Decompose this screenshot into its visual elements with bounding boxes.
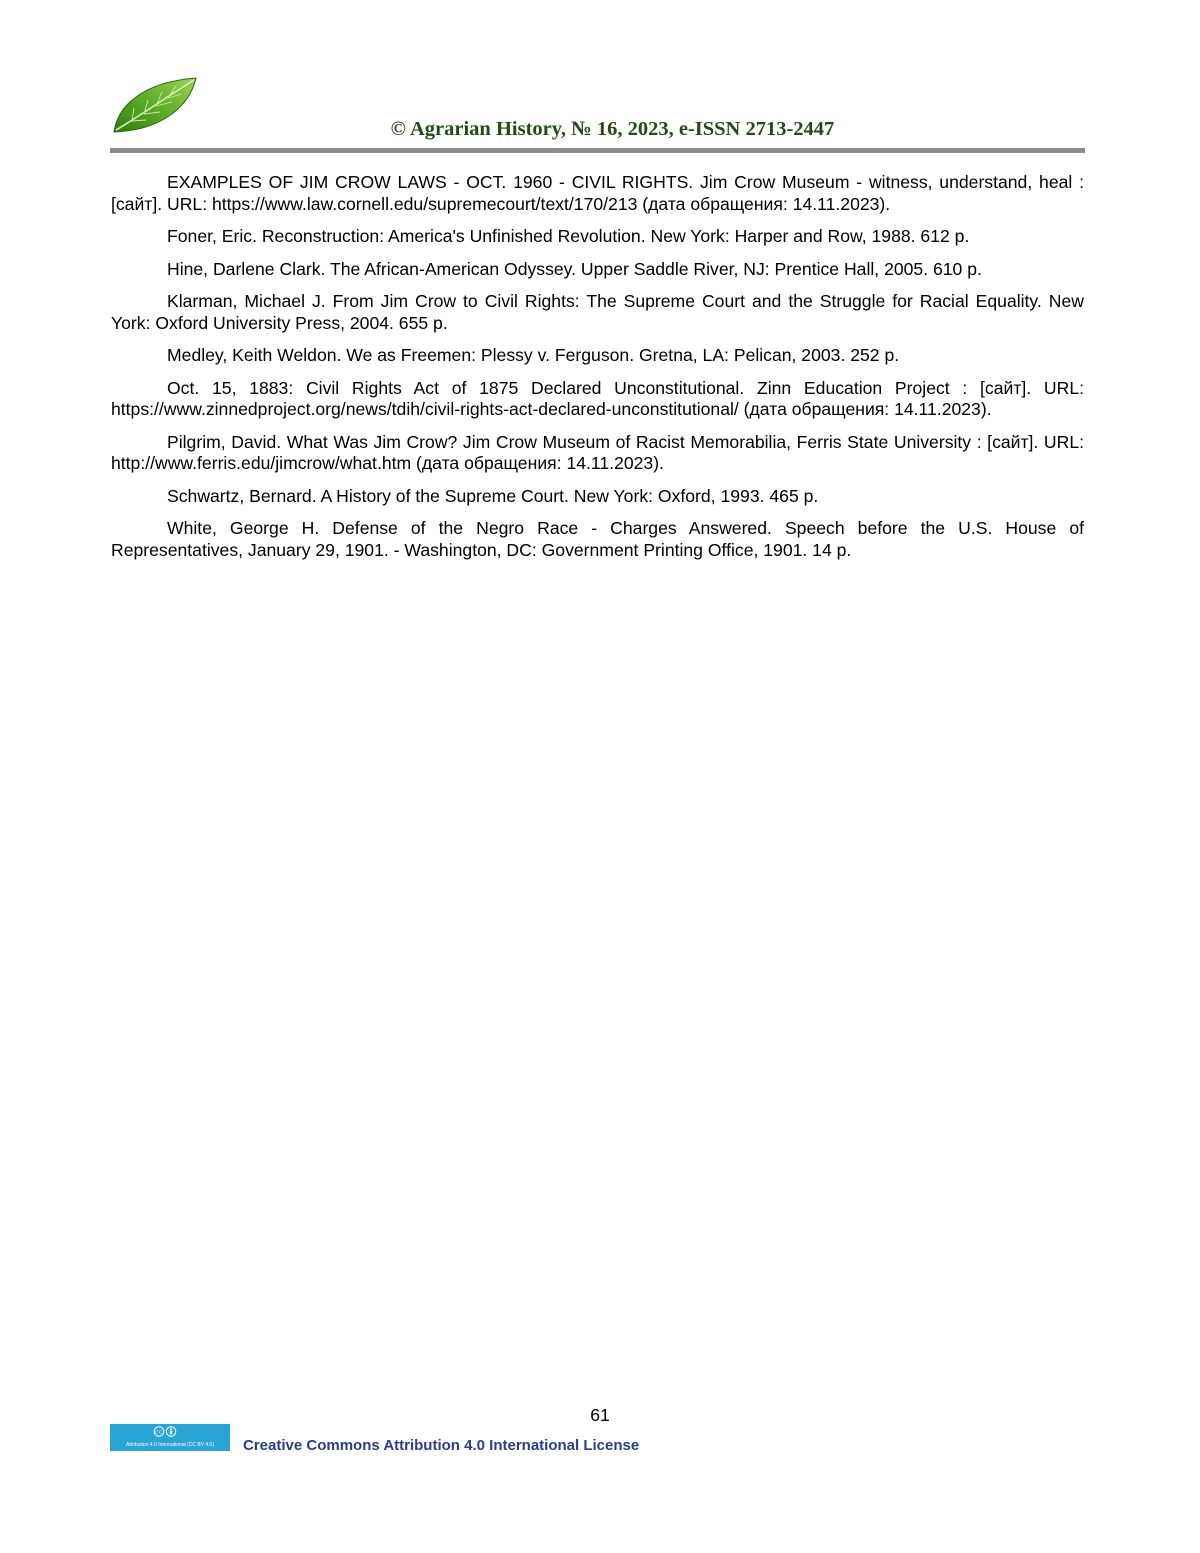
reference-entry: Klarman, Michael J. From Jim Crow to Civil Rights: The Supreme Court and the Struggle for Racial Equality. New York: Oxford University Press, 2004. 655 p. — [111, 291, 1084, 333]
page-header — [110, 70, 1085, 154]
reference-list — [111, 172, 1084, 572]
svg-text:cc: cc — [155, 1429, 163, 1436]
reference-entry: Schwartz, Bernard. A History of the Supreme Court. New York: Oxford, 1993. 465 p. — [167, 485, 819, 506]
header-divider — [110, 148, 1085, 153]
journal-header-title: © Agrarian History, № 16, 2023, e-ISSN 2713-2447 — [390, 118, 835, 140]
cc-license-badge[interactable] — [110, 1424, 230, 1451]
reference-entry: White, George H. Defense of the Negro Race - Charges Answered. Speech before the U.S. House of Representatives, January 29, 1901. - Washington, DC: Government Printing Office, 1901. 14 p. — [111, 518, 1084, 560]
license-link[interactable]: Creative Commons Attribution 4.0 International License — [243, 1437, 640, 1454]
reference-entry: Pilgrim, David. What Was Jim Crow? Jim Crow Museum of Racist Memorabilia, Ferris State University : [сайт]. URL: http://www.ferris.edu/jimcrow/what.htm (дата обращения: 14.11.2023). — [111, 431, 1084, 473]
cc-by-icon — [110, 1426, 230, 1439]
reference-entry: EXAMPLES OF JIM CROW LAWS - OCT. 1960 - CIVIL RIGHTS. Jim Crow Museum - witness, understand, heal : [сайт]. URL: https://www.law.cornell.edu/supremecourt/text/170/213 (дата обращения: 14.11.2023). — [111, 172, 1084, 214]
reference-entry: Oct. 15, 1883: Civil Rights Act of 1875 Declared Unconstitutional. Zinn Education Project : [сайт]. URL: https://www.zinnedproject.org/news/tdih/civil-rights-act-declared-unconstitutional/ (дата обращения: 14.11.2023). — [111, 377, 1084, 419]
cc-badge-label: Attribution 4.0 International (CC BY 4.0) — [125, 1442, 214, 1448]
reference-entry: Foner, Eric. Reconstruction: America's Unfinished Revolution. New York: Harper and Row, 1988. 612 p. — [167, 226, 970, 246]
reference-entry: Medley, Keith Weldon. We as Freemen: Plessy v. Ferguson. Gretna, LA: Pelican, 2003. 252 p. — [167, 345, 900, 365]
reference-entry: Hine, Darlene Clark. The African-American Odyssey. Upper Saddle River, NJ: Prentice Hall, 2005. 610 p. — [167, 258, 982, 279]
page-number: 61 — [590, 1405, 610, 1425]
